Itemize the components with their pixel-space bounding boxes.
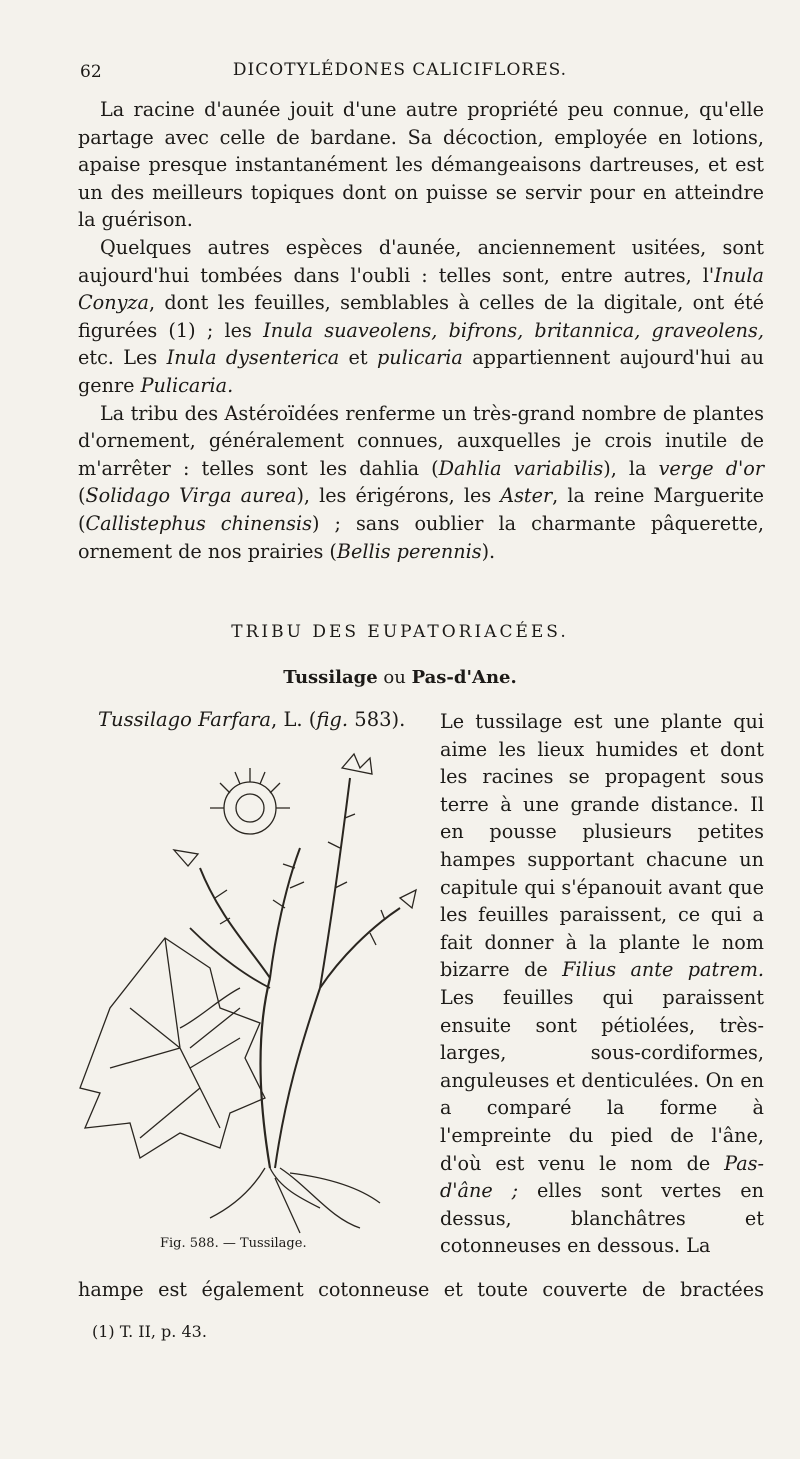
continued-line: hampe est également cotonneuse et toute couverte de bractées bbox=[78, 1278, 764, 1301]
footnote: (1) T. II, p. 43. bbox=[92, 1322, 207, 1341]
running-head: DICOTYLÉDONES CALICIFLORES. bbox=[232, 60, 568, 80]
paragraph-aunee-root: La racine d'aunée jouit d'une autre propriété peu connue, qu'elle partage avec celle de bardane. Sa décoction, employée en lotions, apaise presque instantanément les démangeaisons dartreuses, et est un des meilleurs topiques dont on puisse se servir pour en atteindre la guérison. bbox=[78, 98, 764, 232]
paragraph-asteroidees: La tribu des Astéroïdées renferme un très-grand nombre de plantes d'ornement, généralement connues, auxquelles je crois inutile de m'arrêter : telles sont les dahlia (Dahlia variabilis), la verge d'or (Solidago Virga aurea), les érigérons, les Aster, la reine Marguerite (Callistephus chinensis) ; sans oublier la charmante pâquerette, ornement de nos prairies (Bellis perennis). bbox=[78, 401, 764, 563]
tribe-title: TRIBU DES EUPATORIACÉES. bbox=[231, 622, 569, 642]
species-description-column: Le tussilage est une plante qui aime les lieux humides et dont les racines se propagent sous terre à une grande distance. Il en pousse plusieurs petites hampes supportant chacune un capitule qui s'épanouit avant que les feuilles paraissent, ce qui a fait donner à la plante le nom bizarre de Filius ante patrem. Les feuilles qui paraissent ensuite sont pétiolées, très-larges, sous-cordiformes, anguleuses et denticulées. On en a comparé la forme à l'empreinte du pied de l'âne, d'où est venu le nom de Pas-d'âne ; elles sont vertes en dessus, blanchâtres et cotonneuses en dessous. La bbox=[440, 710, 765, 1258]
leaf-shape bbox=[80, 938, 265, 1158]
figure-caption: Fig. 588. — Tussilage. bbox=[160, 1236, 307, 1251]
species-lead: Tussilago Farfara, L. (fig. 583). bbox=[98, 708, 406, 731]
flower-head bbox=[224, 782, 276, 834]
page-number: 62 bbox=[80, 62, 102, 82]
paragraph-inula-species: Quelques autres espèces d'aunée, anciennement usitées, sont aujourd'hui tombées dans l'oubli : telles sont, entre autres, l'Inula Conyza, dont les feuilles, semblables à celles de la digitale, ont été figurées (1) ; les Inula suaveolens, bifrons, britannica, graveolens, etc. Les Inula dysenterica et pulicaria appartiennent aujourd'hui au genre Pulicaria. bbox=[78, 235, 764, 397]
article-title: Tussilage ou Pas-d'Ane. bbox=[283, 667, 517, 688]
tussilage-illustration bbox=[70, 748, 430, 1238]
body-text bbox=[78, 96, 764, 565]
